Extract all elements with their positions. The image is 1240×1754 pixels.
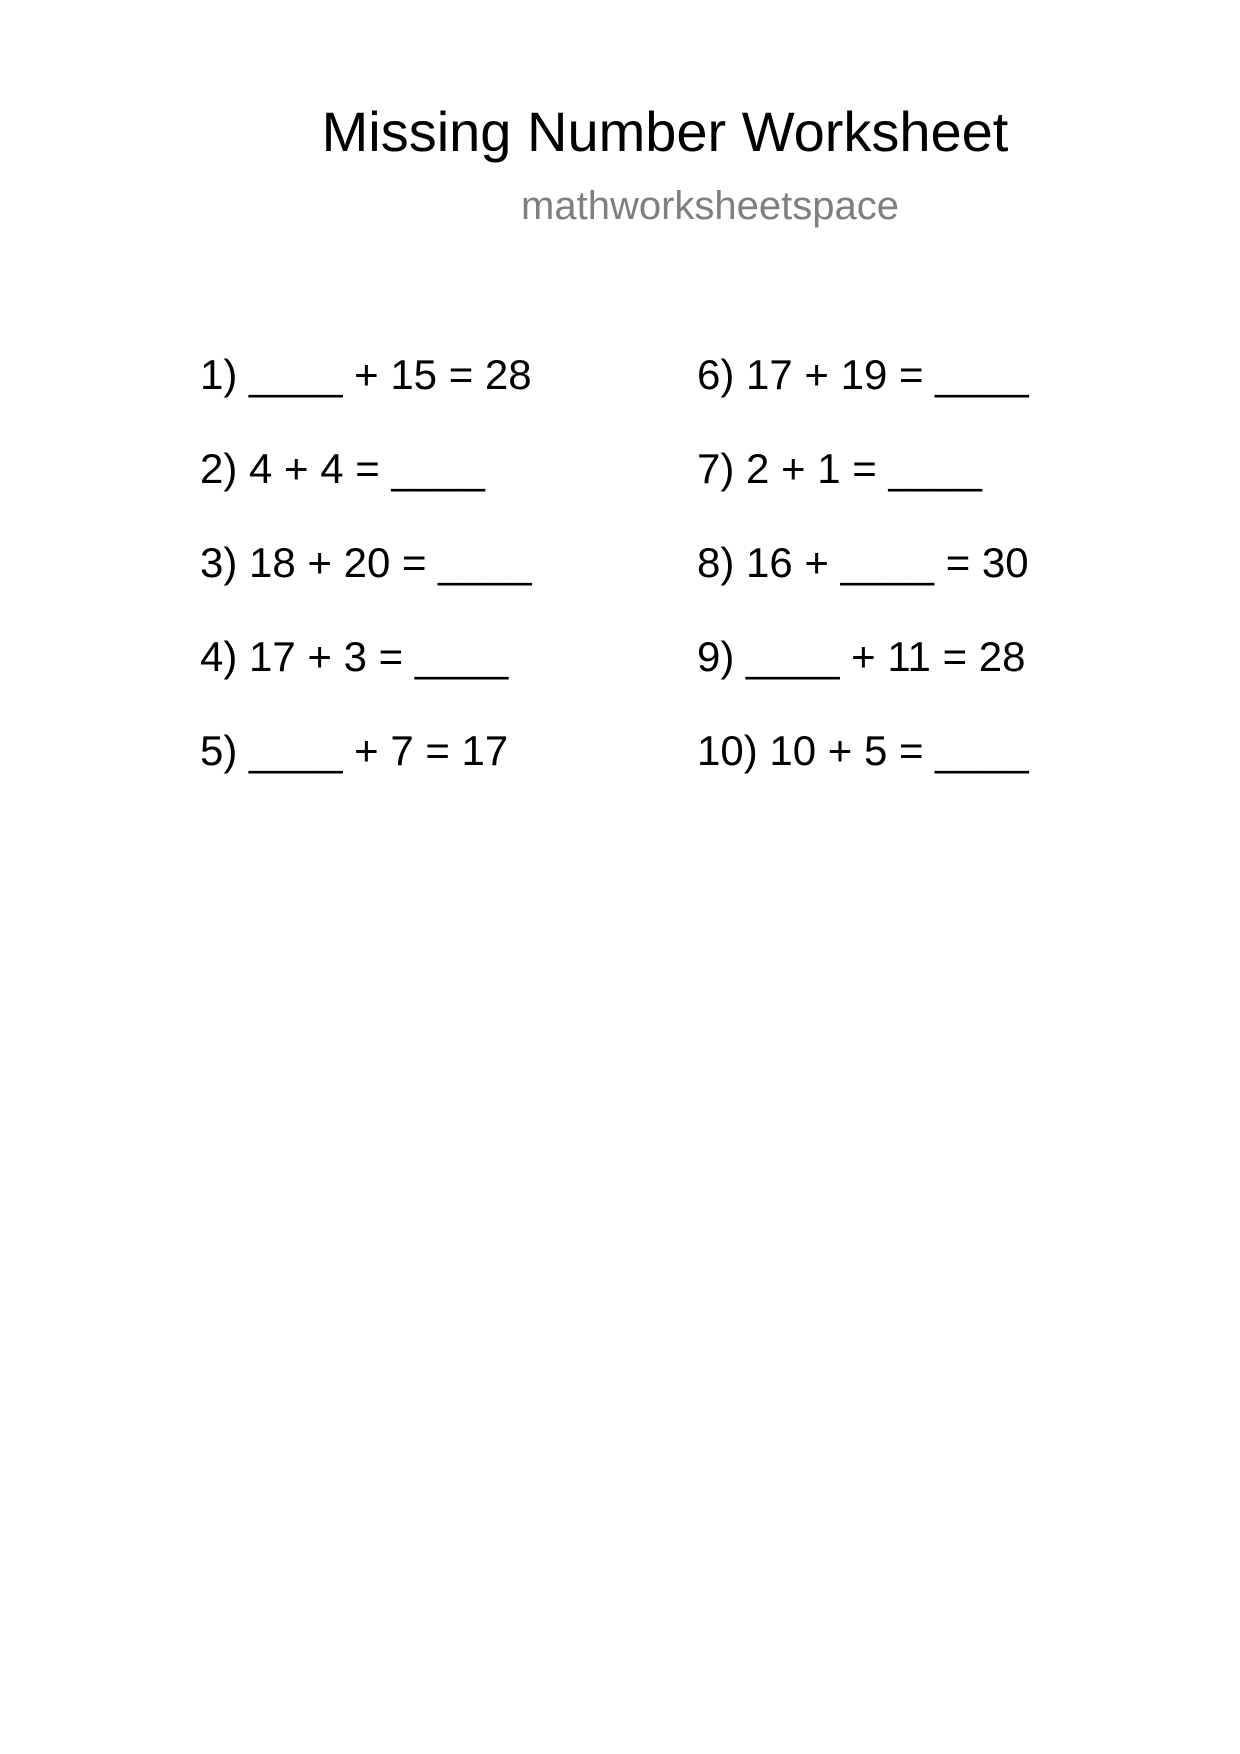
- problem-5: 5) ____ + 7 = 17: [200, 727, 509, 774]
- problem-7: 7) 2 + 1 = ____: [697, 445, 982, 492]
- problem-10: 10) 10 + 5 = ____: [697, 727, 1029, 774]
- problem-2: 2) 4 + 4 = ____: [200, 445, 485, 492]
- page-title: Missing Number Worksheet: [321, 100, 1009, 163]
- problem-3: 3) 18 + 20 = ____: [200, 539, 532, 586]
- problem-grid: [200, 350, 1100, 790]
- problem-1: 1) ____ + 15 = 28: [200, 351, 532, 398]
- page-subtitle: mathworksheetspace: [521, 184, 899, 228]
- problem-8: 8) 16 + ____ = 30: [697, 539, 1029, 586]
- problem-9: 9) ____ + 11 = 28: [697, 633, 1026, 680]
- problem-4: 4) 17 + 3 = ____: [200, 633, 509, 680]
- problem-6: 6) 17 + 19 = ____: [697, 351, 1029, 398]
